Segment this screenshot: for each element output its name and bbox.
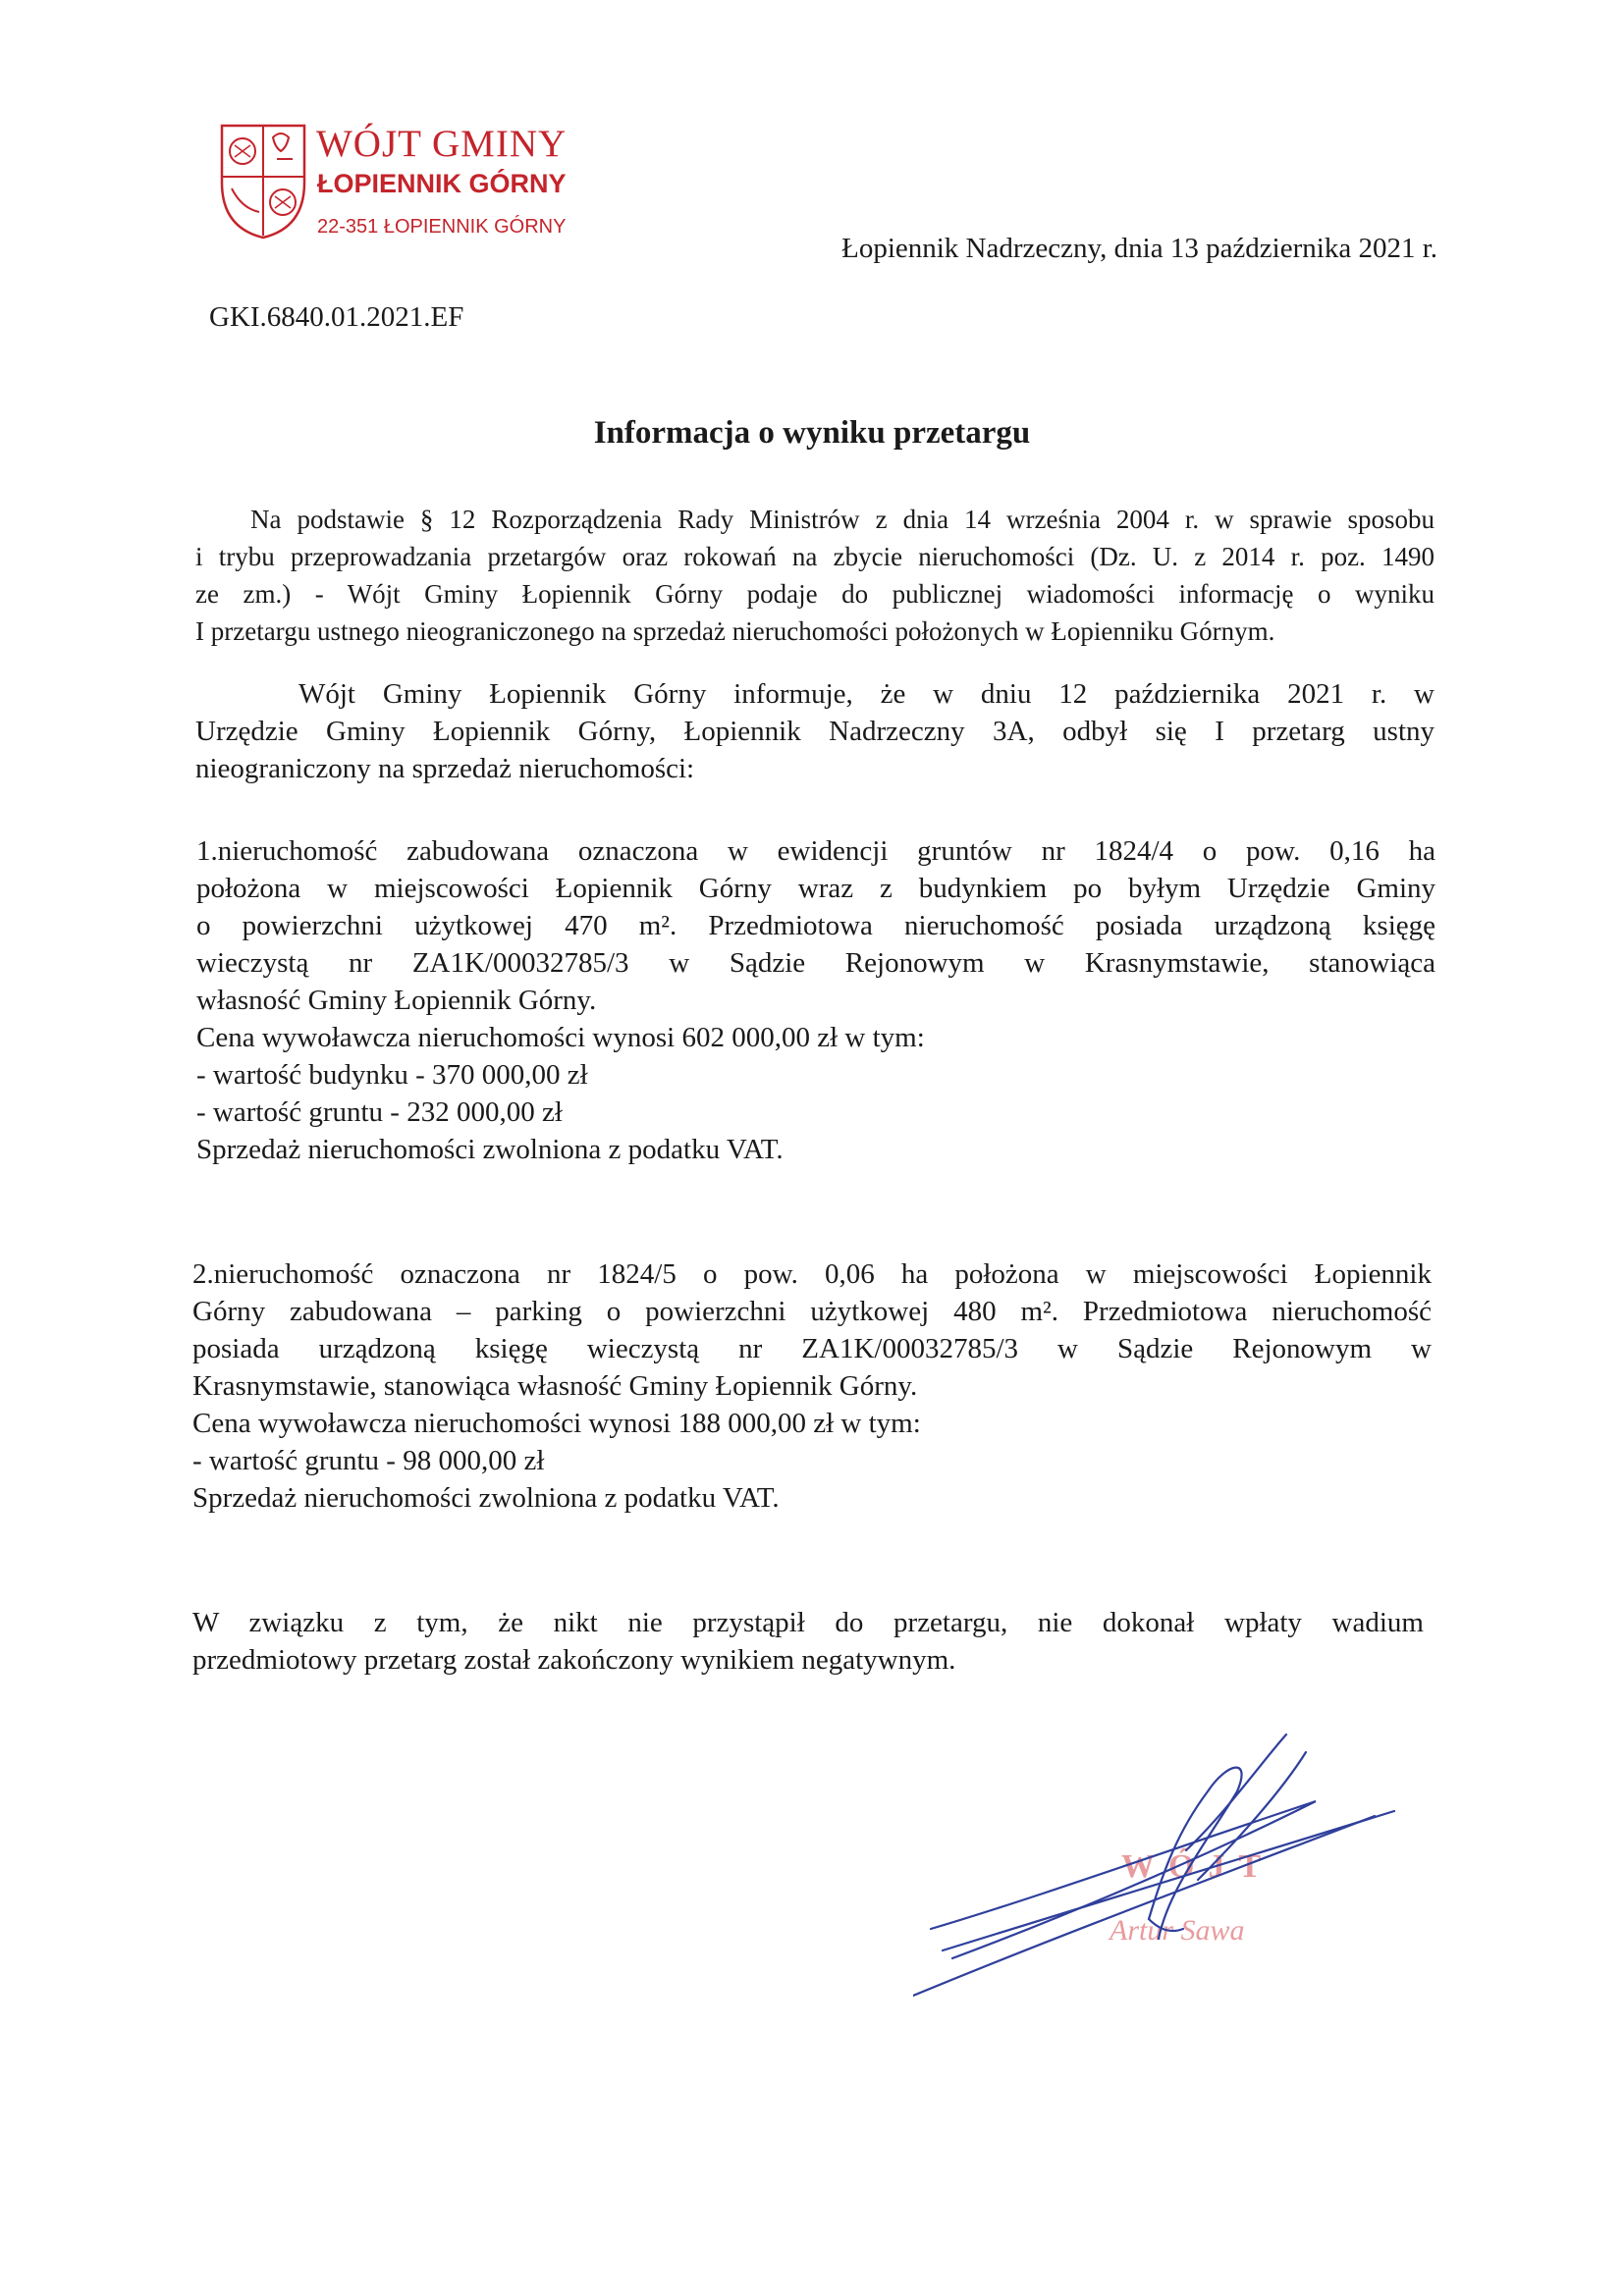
inform-paragraph: [195, 675, 1435, 787]
property-2-price: Cena wywoławcza nieruchomości wynosi 188 000,00 zł w tym:: [192, 1408, 921, 1439]
property-1-price: Cena wywoławcza nieruchomości wynosi 602 000,00 zł w tym:: [196, 1022, 925, 1053]
property-1-line: wieczystą nr ZA1K/00032785/3 w Sądzie Rejonowym w Krasnymstawie, stanowiąca: [196, 947, 1435, 979]
property-2-line: 2.nieruchomość oznaczona nr 1824/5 o pow. 0,06 ha położona w miejscowości Łopiennik: [192, 1258, 1432, 1290]
coat-of-arms-icon: [218, 120, 308, 241]
property-2-section: [192, 1255, 1432, 1517]
property-2-line: Krasnymstawie, stanowiąca własność Gminy Łopiennik Górny.: [192, 1370, 918, 1402]
intro-line: Na podstawie § 12 Rozporządzenia Rady Ministrów z dnia 14 września 2004 r. w sprawie sposobu: [250, 505, 1435, 534]
inform-line: Urzędzie Gminy Łopiennik Górny, Łopiennik Nadrzeczny 3A, odbył się I przetarg ustny: [195, 716, 1435, 747]
intro-line: I przetargu ustnego nieograniczonego na sprzedaż nieruchomości położonych w Łopienniku Górnym.: [195, 616, 1275, 646]
stamp-address: 22-351 ŁOPIENNIK GÓRNY: [317, 216, 567, 238]
signature-block: [913, 1733, 1424, 2047]
signature-stamp-name: Artur Sawa: [1110, 1914, 1245, 1947]
property-1-vat: Sprzedaż nieruchomości zwolniona z podatku VAT.: [196, 1134, 784, 1165]
inform-line: Wójt Gminy Łopiennik Górny informuje, że w dniu 12 października 2021 r. w: [298, 678, 1435, 710]
intro-paragraph: [195, 501, 1435, 650]
property-2-land-value: - wartość gruntu - 98 000,00 zł: [192, 1445, 545, 1476]
property-1-line: o powierzchni użytkowej 470 m². Przedmiotowa nieruchomość posiada urządzoną księgę: [196, 910, 1435, 941]
property-1-building-value: - wartość budynku - 370 000,00 zł: [196, 1059, 588, 1091]
handwritten-signature-icon: [913, 1733, 1424, 2047]
property-2-line: Górny zabudowana – parking o powierzchni użytkowej 480 m². Przedmiotowa nieruchomość: [192, 1296, 1432, 1327]
signature-stamp-title: WÓJT: [1121, 1848, 1275, 1885]
document-date: Łopiennik Nadrzeczny, dnia 13 października 2021 r.: [841, 233, 1437, 264]
document-title: Informacja o wyniku przetargu: [593, 415, 1031, 451]
reference-number: GKI.6840.01.2021.EF: [209, 301, 464, 333]
outcome-paragraph: [192, 1604, 1424, 1679]
outcome-line: przedmiotowy przetarg został zakończony wynikiem negatywnym.: [192, 1644, 956, 1676]
property-2-line: posiada urządzoną księgę wieczystą nr ZA1K/00032785/3 w Sądzie Rejonowym w: [192, 1333, 1432, 1364]
property-1-line: własność Gminy Łopiennik Górny.: [196, 985, 597, 1016]
stamp-municipality: ŁOPIENNIK GÓRNY: [317, 169, 567, 198]
inform-line: nieograniczony na sprzedaż nieruchomości:: [195, 753, 695, 784]
intro-line: i trybu przeprowadzania przetargów oraz rokowań na zbycie nieruchomości (Dz. U. z 2014 r. poz. 1490: [195, 542, 1435, 571]
property-1-line: 1.nieruchomość zabudowana oznaczona w ewidencji gruntów nr 1824/4 o pow. 0,16 ha: [196, 835, 1435, 867]
stamp-title: WÓJT GMINY: [316, 123, 568, 165]
property-1-line: położona w miejscowości Łopiennik Górny wraz z budynkiem po byłym Urzędzie Gminy: [196, 873, 1435, 904]
intro-line: ze zm.) - Wójt Gminy Łopiennik Górny podaje do publicznej wiadomości informację o wyniku: [195, 579, 1435, 609]
property-2-vat: Sprzedaż nieruchomości zwolniona z podatku VAT.: [192, 1482, 780, 1514]
property-1-section: [196, 832, 1435, 1168]
property-1-land-value: - wartość gruntu - 232 000,00 zł: [196, 1096, 563, 1128]
office-stamp: [218, 120, 591, 247]
outcome-line: W związku z tym, że nikt nie przystąpił do przetargu, nie dokonał wpłaty wadium: [192, 1607, 1424, 1638]
